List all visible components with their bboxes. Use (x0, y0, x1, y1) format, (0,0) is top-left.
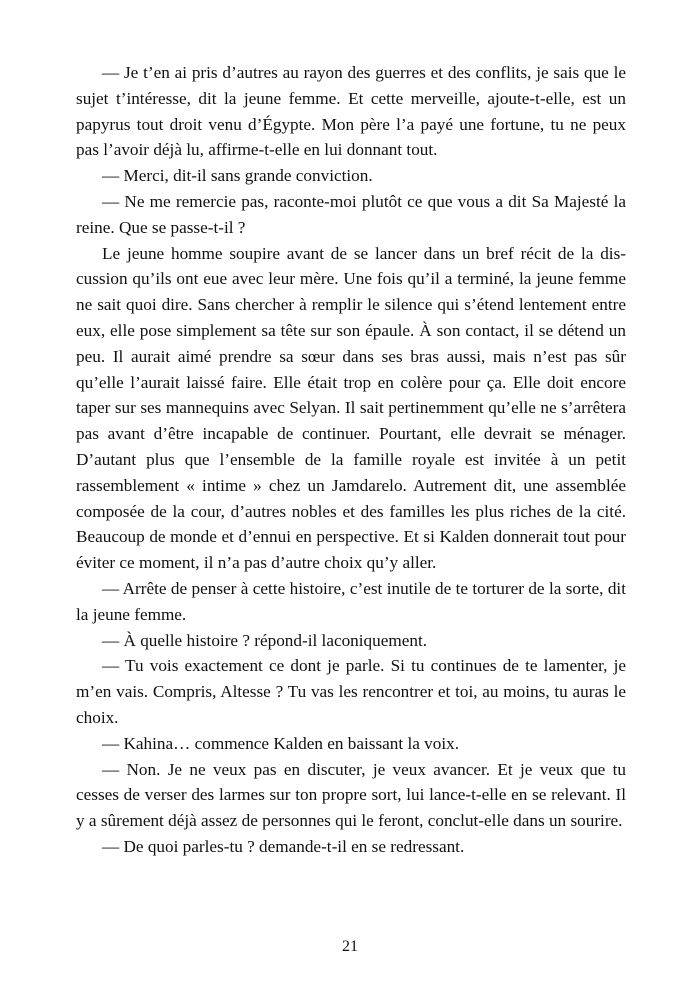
paragraph: — Ne me remercie pas, raconte-moi plutôt ce que vous a dit Sa Majesté la reine. Que se passe-t-il ? (76, 191, 626, 237)
body-text (76, 60, 626, 860)
paragraph: Le jeune homme soupire avant de se lancer dans un bref récit de la discussion qu’ils ont eue avec leur mère. Une fois qu’il a terminé, la jeune femme ne sait quoi dire. Sans chercher à remplir le silence qui s’étend lentement entre eux, elle pose simplement sa tête sur son épaule. À son contact, il se détend un peu. Il aurait aimé prendre sa sœur dans ses bras aussi, mais n’est pas sûr qu’elle l’aurait laissé faire. Elle était trop en colère pour ça. Elle doit encore taper sur ses mannequins avec Selyan. Il sait pertinemment qu’elle ne s’arrêtera pas avant d’être incapable de continuer. Pourtant, elle devrait se ménager. D’autant plus que l’ensemble de la famille royale est invitée à un petit rassemblement « intime » chez un Jamdarelo. Autrement dit, une assemblée composée de la cour, d’autres nobles et des familles les plus riches de la cité. Beaucoup de monde et d’ennui en perspective. Et si Kalden donnerait tout pour éviter ce moment, il n’a pas d’autre choix qu’y aller. (76, 243, 626, 573)
paragraph: — Non. Je ne veux pas en discuter, je veux avancer. Et je veux que tu cesses de verser des larmes sur ton propre sort, lui lance-t-elle en se relevant. Il y a sûrement déjà assez de personnes qui le feront, conclut-elle dans un sourire. (76, 759, 626, 831)
paragraph: — Merci, dit-il sans grande conviction. (102, 166, 373, 186)
paragraph: — À quelle histoire ? répond-il laconiquement. (102, 630, 428, 650)
page-number: 21 (342, 938, 358, 955)
paragraph: — Kahina… commence Kalden en baissant la voix. (102, 733, 460, 753)
paragraph: — Tu vois exactement ce dont je parle. Si tu continues de te lamenter, je m’en vais. Compris, Altesse ? Tu vas les rencontrer et toi, au moins, tu auras le choix. (76, 656, 626, 727)
paragraph: — De quoi parles-tu ? demande-t-il en se redressant. (102, 836, 465, 856)
paragraph: — Arrête de penser à cette histoire, c’est inutile de te torturer de la sorte, dit la jeune femme. (76, 578, 626, 624)
paragraph: — Je t’en ai pris d’autres au rayon des guerres et des conflits, je sais que le sujet t’intéresse, dit la jeune femme. Et cette merveille, ajoute-t-elle, est un papyrus tout droit venu d’Égypte. Mon père l’a payé une fortune, tu ne peux pas l’avoir déjà lu, affirme-t-elle en lui donnant tout. (76, 63, 626, 160)
